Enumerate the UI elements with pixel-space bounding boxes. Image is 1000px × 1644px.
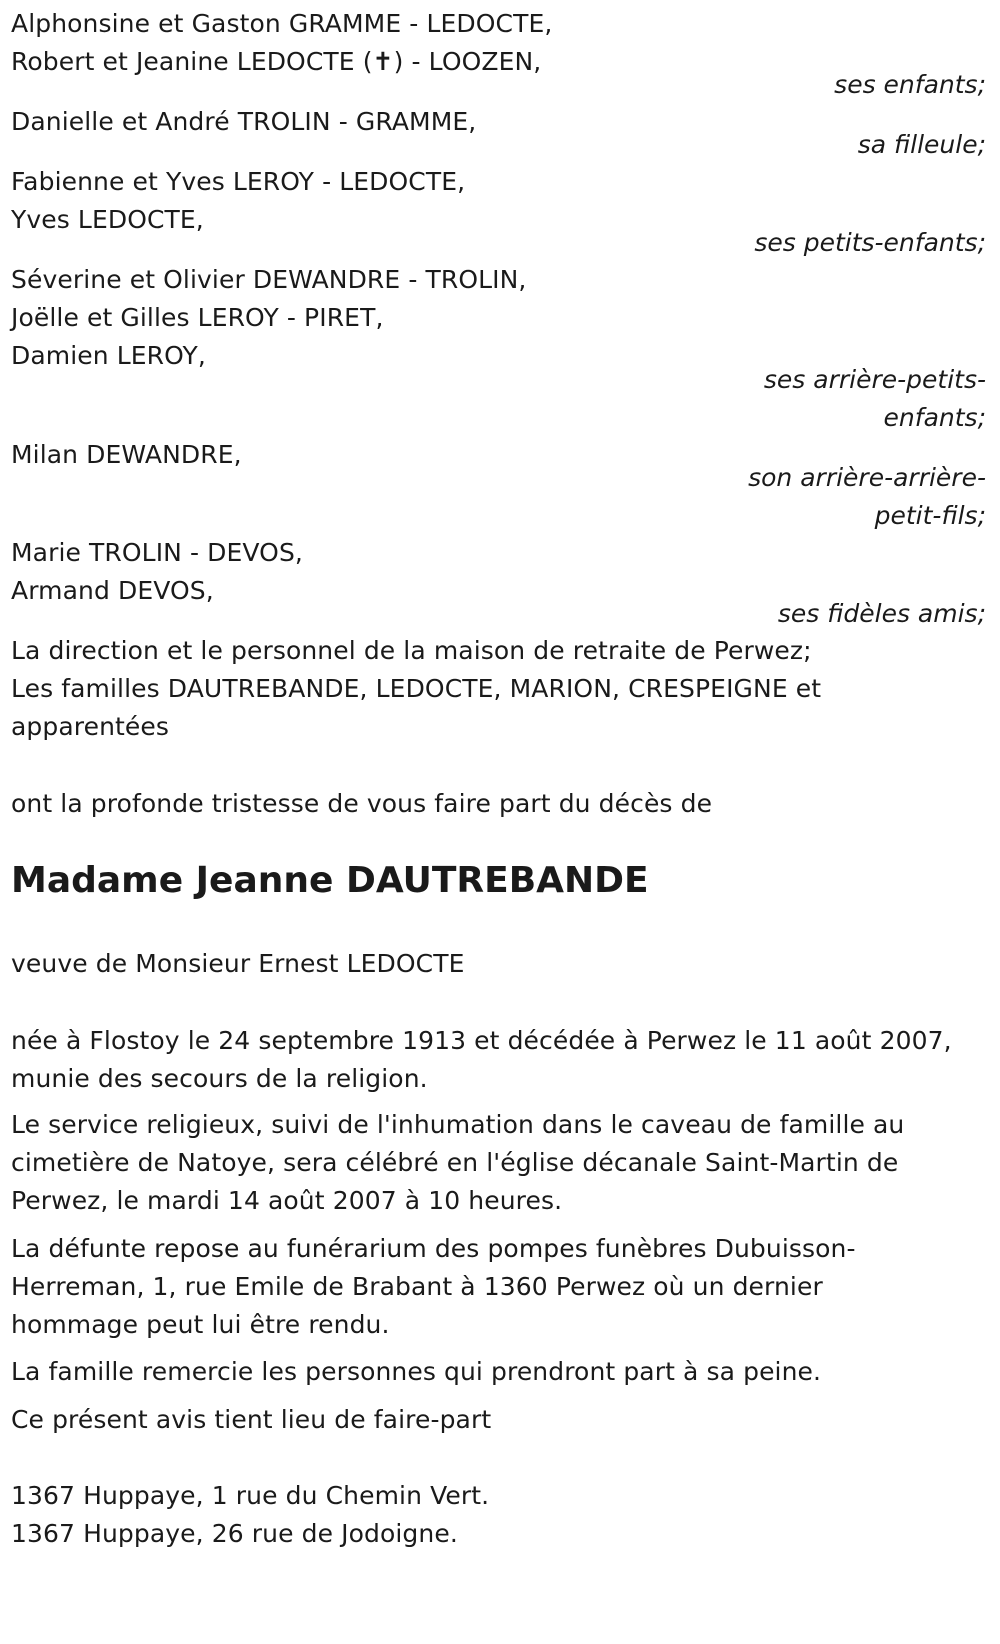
paragraph-line: née à Flostoy le 24 septembre 1913 et décédée à Perwez le 11 août 2007, xyxy=(11,1026,952,1055)
paragraph-line: Perwez, le mardi 14 août 2007 à 10 heures. xyxy=(11,1186,563,1215)
announcement-text: ont la profonde tristesse de vous faire part du décès de xyxy=(11,789,713,818)
paragraph-line: La famille remercie les personnes qui prendront part à sa peine. xyxy=(11,1357,822,1386)
family-line: Milan DEWANDRE, xyxy=(11,440,242,469)
widow-of-text: veuve de Monsieur Ernest LEDOCTE xyxy=(11,949,465,978)
paragraph-line: hommage peut lui être rendu. xyxy=(11,1310,390,1339)
others-line: Les familles DAUTREBANDE, LEDOCTE, MARION, CRESPEIGNE et xyxy=(11,674,822,703)
family-line: Fabienne et Yves LEROY - LEDOCTE, xyxy=(11,167,466,196)
paragraph-line: Herreman, 1, rue Emile de Brabant à 1360 Perwez où un dernier xyxy=(11,1272,823,1301)
paragraph-line: munie des secours de la religion. xyxy=(11,1064,428,1093)
family-line: Yves LEDOCTE, xyxy=(11,205,204,234)
family-line: Robert et Jeanine LEDOCTE (✝) - LOOZEN, xyxy=(11,47,542,76)
paragraph-line: Ce présent avis tient lieu de faire-part xyxy=(11,1405,492,1434)
paragraph-line: Le service religieux, suivi de l'inhumation dans le caveau de famille au xyxy=(11,1110,905,1139)
relationship-label: sa filleule; xyxy=(857,130,986,159)
family-line: Séverine et Olivier DEWANDRE - TROLIN, xyxy=(11,265,527,294)
address-line: 1367 Huppaye, 1 rue du Chemin Vert. xyxy=(11,1481,490,1510)
relationship-label: ses petits-enfants; xyxy=(754,228,986,257)
paragraph-line: cimetière de Natoye, sera célébré en l'église décanale Saint-Martin de xyxy=(11,1148,899,1177)
address-line: 1367 Huppaye, 26 rue de Jodoigne. xyxy=(11,1519,458,1548)
relationship-label: enfants; xyxy=(883,403,986,432)
deceased-name: Madame Jeanne DAUTREBANDE xyxy=(11,860,649,901)
family-line: Alphonsine et Gaston GRAMME - LEDOCTE, xyxy=(11,9,553,38)
family-line: Danielle et André TROLIN - GRAMME, xyxy=(11,107,477,136)
relationship-label: ses arrière-petits- xyxy=(763,365,986,394)
paragraph-line: La défunte repose au funérarium des pompes funèbres Dubuisson- xyxy=(11,1234,856,1263)
family-line: Joëlle et Gilles LEROY - PIRET, xyxy=(11,303,384,332)
others-line: La direction et le personnel de la maison de retraite de Perwez; xyxy=(11,636,812,665)
family-line: Armand DEVOS, xyxy=(11,576,214,605)
family-line: Marie TROLIN - DEVOS, xyxy=(11,538,303,567)
relationship-label: ses enfants; xyxy=(834,70,986,99)
relationship-label: petit-fils; xyxy=(874,501,986,530)
relationship-label: son arrière-arrière- xyxy=(748,463,986,492)
family-line: Damien LEROY, xyxy=(11,341,206,370)
others-line: apparentées xyxy=(11,712,170,741)
relationship-label: ses fidèles amis; xyxy=(777,599,986,628)
